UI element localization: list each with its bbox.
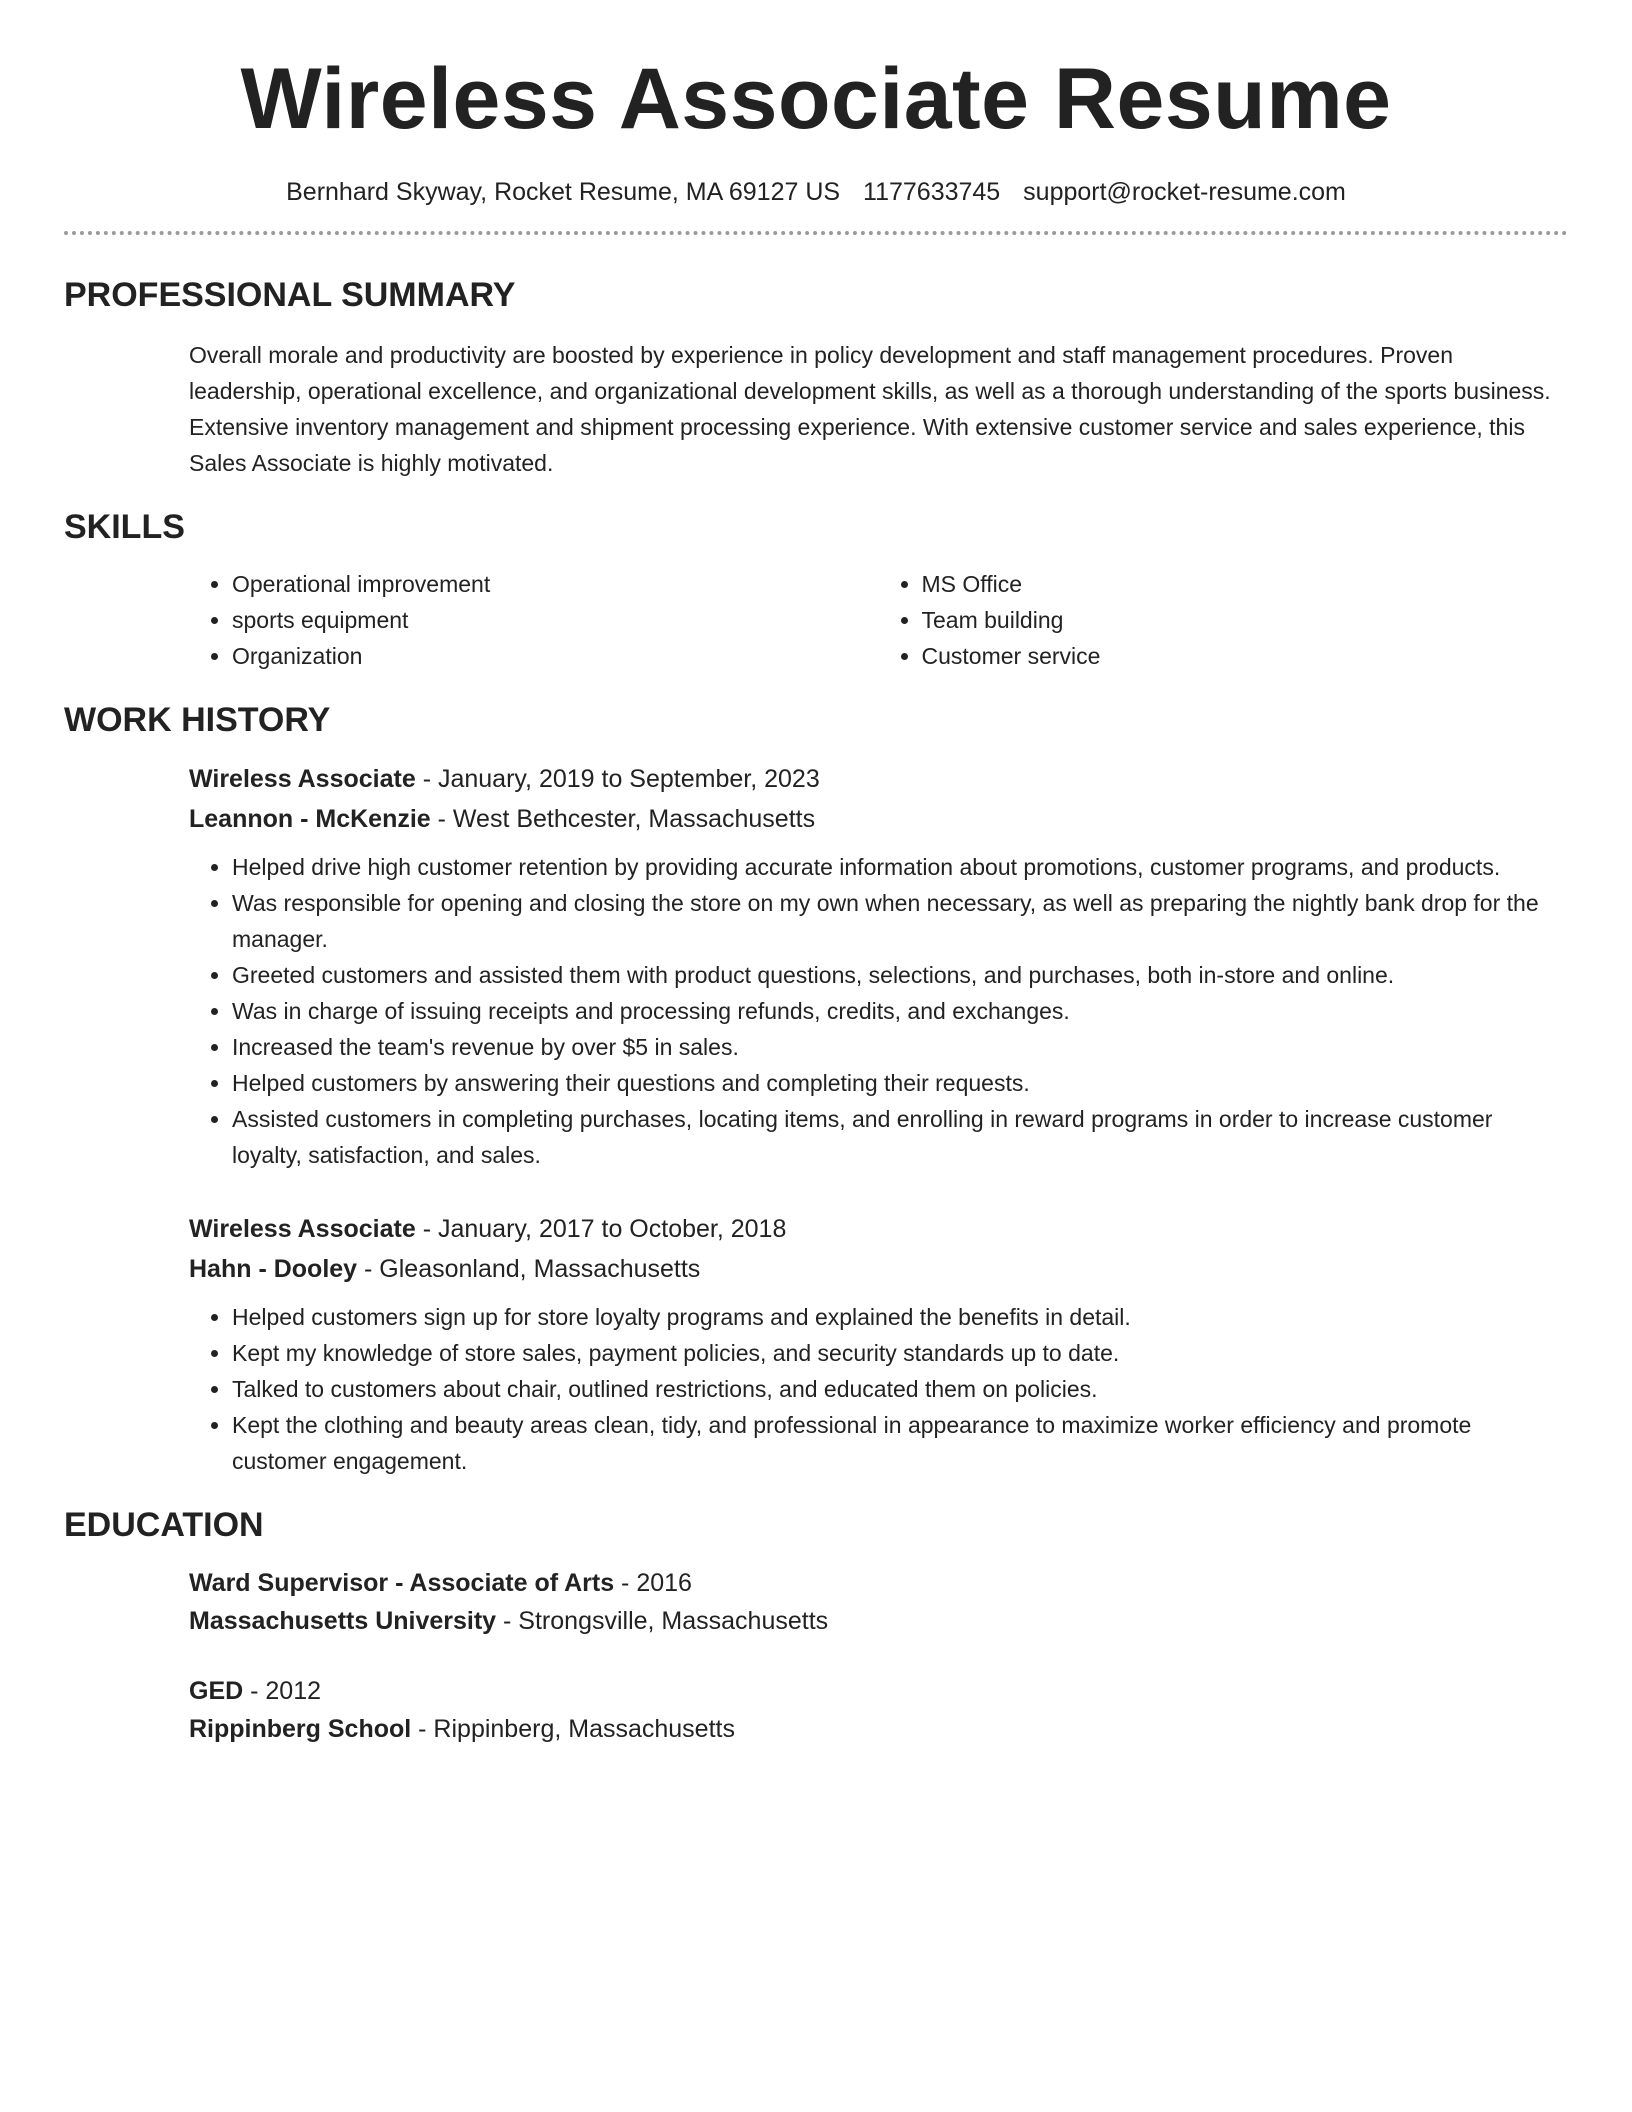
education-year: - 2012 — [243, 1676, 322, 1705]
skills-column-left — [189, 566, 879, 674]
education-location: - Strongsville, Massachusetts — [496, 1606, 829, 1635]
education-degree-line — [189, 1564, 1568, 1602]
job-title-line — [189, 759, 1568, 799]
job-entry — [189, 1209, 1568, 1479]
education-school-line — [189, 1710, 1568, 1748]
job-entry — [189, 759, 1568, 1173]
education-location: - Rippinberg, Massachusetts — [411, 1714, 735, 1743]
job-bullet: • Was responsible for opening and closing the store on my own when necessary, as well as preparing the nightly bank drop for the manager. — [232, 885, 1568, 957]
education-heading: EDUCATION — [64, 1505, 264, 1544]
education-degree: GED — [189, 1676, 244, 1705]
job-company-line — [189, 799, 1568, 839]
contact-address: Bernhard Skyway, Rocket Resume, MA 69127 US — [286, 177, 841, 206]
job-company: Hahn - Dooley — [189, 1254, 358, 1283]
education-school-line — [189, 1602, 1568, 1640]
resume-title: Wireless Associate Resume — [240, 51, 1392, 147]
job-bullets — [189, 1299, 1568, 1479]
job-bullet: • Helped customers sign up for store loyalty programs and explained the benefits in detail. — [232, 1299, 1568, 1335]
skill-item: • MS Office — [922, 566, 1569, 602]
contact-email: support@rocket-resume.com — [1023, 177, 1346, 206]
job-location: - West Bethcester, Massachusetts — [430, 804, 816, 833]
work-history-section — [64, 700, 1568, 1479]
summary-section — [64, 275, 1568, 482]
job-company-line — [189, 1249, 1568, 1289]
education-entry — [189, 1564, 1568, 1640]
education-degree: Ward Supervisor - Associate of Arts — [189, 1568, 615, 1597]
skill-item: • sports equipment — [232, 602, 879, 638]
education-school: Massachusetts University — [189, 1606, 497, 1635]
summary-text: Overall morale and productivity are boosted by experience in policy development and staff management procedures. Proven leadership, operational excellence, and organizational development skills, as well as a thorough understanding of the sports business. Extensive inventory management and shipment processing experience. With extensive customer service and sales experience, this Sales Associate is highly motivated. — [189, 342, 1551, 477]
skills-column-right — [879, 566, 1569, 674]
job-bullet: • Greeted customers and assisted them with product questions, selections, and purchases, both in-store and online. — [232, 957, 1568, 993]
job-title-line — [189, 1209, 1568, 1249]
skills-heading: SKILLS — [64, 508, 185, 547]
job-location: - Gleasonland, Massachusetts — [357, 1254, 701, 1283]
education-entry — [189, 1672, 1568, 1748]
job-bullet: • Talked to customers about chair, outlined restrictions, and educated them on policies. — [232, 1371, 1568, 1407]
job-bullet: • Kept the clothing and beauty areas clean, tidy, and professional in appearance to maximize worker efficiency and promote customer engagement. — [232, 1407, 1568, 1479]
skill-item: • Team building — [922, 602, 1569, 638]
summary-heading: PROFESSIONAL SUMMARY — [64, 275, 516, 314]
education-school: Rippinberg School — [189, 1714, 412, 1743]
contact-phone: 1177633745 — [863, 177, 1001, 206]
work-history-heading: WORK HISTORY — [64, 701, 331, 740]
skill-item: • Operational improvement — [232, 566, 879, 602]
job-dates: - January, 2017 to October, 2018 — [415, 1214, 787, 1243]
job-bullet: • Kept my knowledge of store sales, payment policies, and security standards up to date. — [232, 1335, 1568, 1371]
job-bullet: • Assisted customers in completing purchases, locating items, and enrolling in reward programs in order to increase customer loyalty, satisfaction, and sales. — [232, 1101, 1568, 1173]
job-bullet: • Helped drive high customer retention by providing accurate information about promotions, customer programs, and products. — [232, 849, 1568, 885]
education-degree-line — [189, 1672, 1568, 1710]
header-divider — [64, 231, 1568, 235]
skills-grid — [189, 566, 1568, 674]
job-dates: - January, 2019 to September, 2023 — [415, 764, 820, 793]
job-role: Wireless Associate — [189, 1214, 416, 1243]
skills-section — [64, 507, 1568, 674]
job-bullet: • Increased the team's revenue by over $5 in sales. — [232, 1029, 1568, 1065]
job-bullets — [189, 849, 1568, 1173]
job-company: Leannon - McKenzie — [189, 804, 431, 833]
skill-item: • Customer service — [922, 638, 1569, 674]
skill-item: • Organization — [232, 638, 879, 674]
contact-line — [64, 177, 1568, 207]
job-role: Wireless Associate — [189, 764, 416, 793]
education-section — [64, 1505, 1568, 1748]
job-bullet: • Was in charge of issuing receipts and processing refunds, credits, and exchanges. — [232, 993, 1568, 1029]
education-year: - 2016 — [614, 1568, 692, 1597]
job-bullet: • Helped customers by answering their questions and completing their requests. — [232, 1065, 1568, 1101]
